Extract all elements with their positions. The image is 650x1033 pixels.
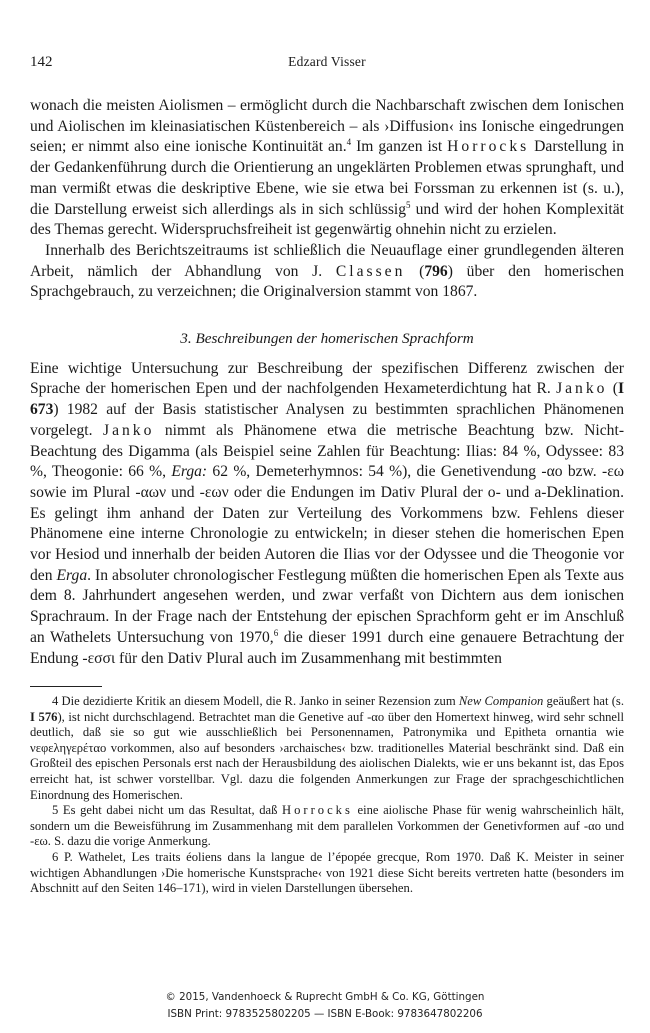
footnote-ref-6: 6 [273, 627, 279, 638]
copyright-line: © 2015, Vandenhoeck & Ruprecht GmbH & Co. KG, Göttingen [165, 991, 485, 1003]
footnote-5: 5 Es geht dabei nicht um das Resultat, daß Horrocks eine aiolische Phase für wenig wahrscheinlich hält, sondern um die Beweisführung im Zusammenhang mit dem parallelen Vorkommen der Genetivformen auf -αο und -εω. S. dazu die vorige Anmerkung. [30, 803, 624, 849]
running-head: Edzard Visser [288, 54, 366, 69]
author-name: Horrocks [447, 138, 530, 156]
author-name: Horrocks [282, 803, 353, 818]
section-heading: 3. Beschreibungen der homerischen Sprachform [180, 330, 474, 348]
footnotes [30, 694, 624, 897]
paragraph-1: wonach die meisten Aiolismen – ermöglicht durch die Nachbarschaft zwischen dem Ionischen und Aiolischen im kleinasiatischen Küstenbereich – als ›Diffusion‹ ins Ionische eingedrungen seien; er nimmt also eine ionische Kontinuität an.$^4$ Im ganzen ist Horrocks Darstellung in der Gedankenführung durch die Orientierung an ungeklärten Problemen etwas sprunghaft, und man vermißt etwas die deskriptive Ebene, wie sie etwa bei Forssman zu erkennen ist (s. u.), die Darstellung erweist sich allerdings als in sich schlüssig$^5$ und wird der hohen Komplexität des Themas gerecht. Widerspruchsfreiheit ist gegenwärtig ohnehin nicht zu erzielen. [30, 97, 625, 239]
isbn-line: ISBN Print: 9783525802205 — ISBN E-Book: 9783647802206 [167, 1008, 483, 1020]
footnote-6: 6 P. Wathelet, Les traits éoliens dans la langue de l’épopée grecque, Rom 1970. Daß K. Meister in seiner wichtigen Abhandlungen ›Die homerische Kunstsprache‹ von 1921 diese Sicht bereits vertreten hatte (besonders im Abschnitt auf den Seiten 146–171), wird in vielen Darstellungen übersehen. [30, 849, 624, 896]
bibliography-ref: 796 [424, 262, 448, 280]
main-text [30, 96, 624, 669]
bibliography-ref: I 673 [30, 380, 625, 419]
author-name: Classen [335, 262, 406, 280]
footnote-4: 4 Die dezidierte Kritik an diesem Modell, die R. Janko in seiner Rezension zum New Companion geäußert hat (s. I 576), ist nicht durchschlagend. Betrachtet man die Genetive auf -αο über den Homertext hinweg, wird sehr schnell deutlich, daß sie so gut wie ausschließlich bei Personennamen, Patronymika und Epitheta ornantia wie νεφεληγερέταο vorkommen, also auf besonders ›archaisches‹ bzw. traditionelles Material beschränkt sind. Daß ein Großteil des epischen Personals erst nach der Herausbildung des aiolischen Dialekts, wie er uns bekannt ist, das Epos erreicht hat, ist schwer vorstellbar. Vgl. dazu die folgenden Anmerkungen zur Frage der sprachgeschichtlichen Einordnung des Homerischen. [30, 694, 624, 802]
page-header [30, 54, 624, 76]
work-title: Erga [56, 566, 88, 584]
page-number: 142 [30, 54, 53, 70]
footnote-ref-4: 4 [346, 137, 352, 148]
author-name: Janko [103, 421, 155, 439]
author-name: Janko [556, 380, 608, 398]
work-title: New Companion [458, 694, 544, 708]
work-title: Erga: [171, 463, 208, 481]
paragraph-3: Eine wichtige Untersuchung zur Beschreibung der spezifischen Differenz zwischen der Sprache der homerischen Epen und der nachfolgenden Hexameterdichtung hat R. Janko (I 673) 1982 auf der Basis statistischer Analysen zu bestimmten sprachlichen Phänomenen vorgelegt. Janko nimmt als Phänomene etwa die metrische Beachtung bzw. Nicht-Beachtung des Digamma (als Beispiel seine Zahlen für Beachtung: Ilias: 84 %, Odyssee: 83 %, Theogonie: 66 %, Erga: 62 %, Demeterhymnos: 54 %), die Genetivendung -αο bzw. -εω sowie im Plural -αων und -εων oder die Endungen im Dativ Plural der o- und a-Deklination. Es gelingt ihm anhand der Daten zur Verteilung des Vorkommens bzw. Fehlens dieser Phänomene eine interne Chronologie zu entwickeln; in dieser stehen die homerischen Epen vor Hesiod und innerhalb der beiden Autoren die Ilias vor der Odyssee und die Theogonie vor den Erga. In absoluter chronologischer Festlegung müßten die homerischen Epen als Texte aus dem 8. Jahrhundert angesehen werden, und zwar verfaßt von Dichtern aus dem ionischen Sprachraum. In der Frage nach der Entstehung der epischen Sprachform geht er im Anschluß an Wathelets Untersuchung von 1970,$^6$ die dieser 1991 durch eine genauere Betrachtung der Endung -εσσι für den Dativ Plural auch im Zusammenhang mit bestimmten [30, 359, 625, 667]
footnote-divider [30, 686, 102, 687]
footnote-ref-5: 5 [406, 199, 411, 210]
bibliography-ref: I 576 [30, 709, 58, 724]
paragraph-2: Innerhalb des Berichtszeitraums ist schließlich die Neuauflage einer grundlegenden älteren Arbeit, nämlich der Abhandlung von J. Classen (796) über den homerischen Sprachgebrauch, zu verzeichnen; die Originalversion stammt von 1867. [30, 241, 625, 301]
copyright-footer [0, 989, 650, 1023]
